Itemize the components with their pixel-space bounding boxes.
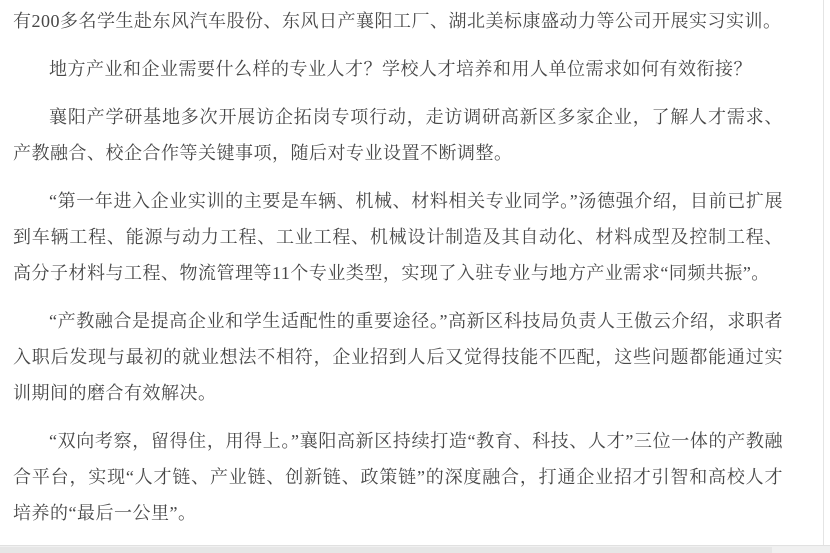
paragraph: “产教融合是提高企业和学生适配性的重要途径。”高新区科技局负责人王傲云介绍，求职者入职后发现与最初的就业想法不相符，企业招到人后又觉得技能不匹配，这些问题都能通过实训期间的磨合有效解决。 xyxy=(13,311,783,403)
paragraph: 襄阳产学研基地多次开展访企拓岗专项行动，走访调研高新区多家企业，了解人才需求、产教融合、校企合作等关键事项，随后对专业设置不断调整。 xyxy=(13,107,783,163)
paragraph: 地方产业和企业需要什么样的专业人才？学校人才培养和用人单位需求如何有效衔接？ xyxy=(49,59,752,79)
horizontal-scrollbar[interactable] xyxy=(0,545,830,553)
paragraph: “双向考察，留得住，用得上。”襄阳高新区持续打造“教育、科技、人才”三位一体的产教融合平台，实现“人才链、产业链、创新链、政策链”的深度融合，打通企业招才引智和高校人才培养的“最后一公里”。 xyxy=(13,431,783,523)
paragraph: 有200多名学生赴东风汽车股份、东风日产襄阳工厂、湖北美标康盛动力等公司开展实习实训。 xyxy=(13,11,782,31)
paragraph: “第一年进入企业实训的主要是车辆、机械、材料相关专业同学。”汤德强介绍，目前已扩展到车辆工程、能源与动力工程、工业工程、机械设计制造及其自动化、材料成型及控制工程、高分子材料与工程、物流管理等11个专业类型，实现了入驻专业与地方产业需求“同频共振”。 xyxy=(13,191,783,283)
horizontal-scrollbar-thumb[interactable] xyxy=(0,547,772,553)
content-right-border xyxy=(823,0,824,553)
